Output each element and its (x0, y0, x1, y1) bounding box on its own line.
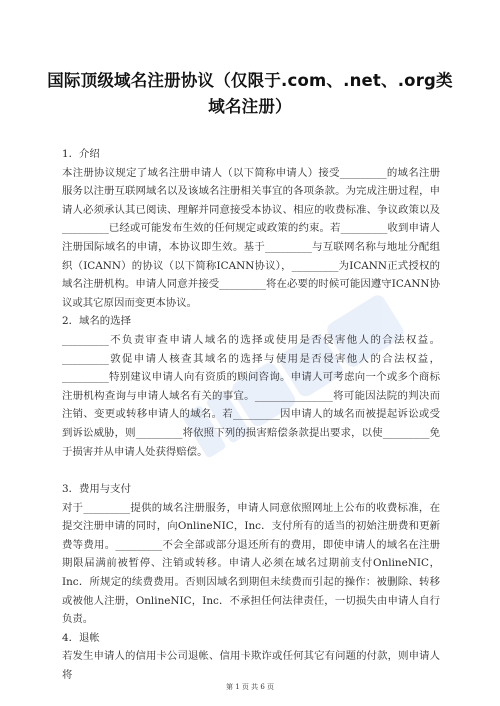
section-paragraph: 对于_________提供的域名注册服务，申请人同意依照网址上公布的收费标准，在提交注册申请的同时，向OnlineNIC，Inc．支付所有的适当的初始注册费和更新费等费用。_________不会全部或部分退还所有的费用，即使申请人的域名在注册期限届满前被暂停、注销或转移。申请人必须在域名过期前支付OnlineNIC，Inc．所规定的续费费用。否则因域名到期但未续费而引起的操作：被删除、转移或被他人注册，OnlineNIC，Inc．不承担任何法律责任，一切损失由申请人自行负责。 (62, 501, 440, 626)
section-paragraph: 若发生申请人的信用卡公司退帐、信用卡欺诈或任何其它有问题的付款，则申请人将 (62, 650, 440, 682)
section-heading: 3．费用与支付 (62, 483, 131, 496)
document-title: 国际顶级域名注册协议（仅限于.com、.net、.org类域名注册） (47, 71, 453, 116)
page-footer: 第 1 页 共 6 页 (225, 683, 275, 691)
document-body (62, 145, 440, 685)
section-heading: 4．退帐 (62, 631, 100, 644)
section-heading: 2．域名的选择 (62, 315, 131, 328)
section-heading: 1．介绍 (62, 148, 100, 160)
section-paragraph: _________不负责审查申请人域名的选择或使用是否侵害他人的合法权益。_________敦促申请人核查其域名的选择与使用是否侵害他人的合法权益，_________特别建议申请人向有资质的顾问咨询。申请人可考虑向一个或多个商标注册机构查询与申请人域名有关的事宜。_______________将可能因法院的判决而注销、变更或转移申请人的域名。若_________因申请人的域名而被提起诉讼或受到诉讼威胁，则_________将依照下列的损害赔偿条款提出要求，以使_________免于损害并从申请人处获得赔偿。 (62, 333, 440, 458)
paragraph-gap (62, 461, 440, 480)
section-paragraph: 本注册协议规定了域名注册申请人（以下简称申请人）接受_________的域名注册服务以注册互联网域名以及该域名注册相关事宜的各项条款。为完成注册过程，申请人必须承认其已阅读、理解并同意接受本协议、相应的收费标准、争议政策以及_________已经或可能发布生效的任何规定或政策的约束。若_________收到申请人注册国际域名的申请，本协议即生效。基于_________与互联网名称与地址分配组织（ICANN）的协议（以下简称ICANN协议），_________为ICANN正式授权的域名注册机构。申请人同意并接受_________将在必要的时候可能因遵守ICANN协议或其它原因而变更本协议。 (62, 166, 440, 309)
